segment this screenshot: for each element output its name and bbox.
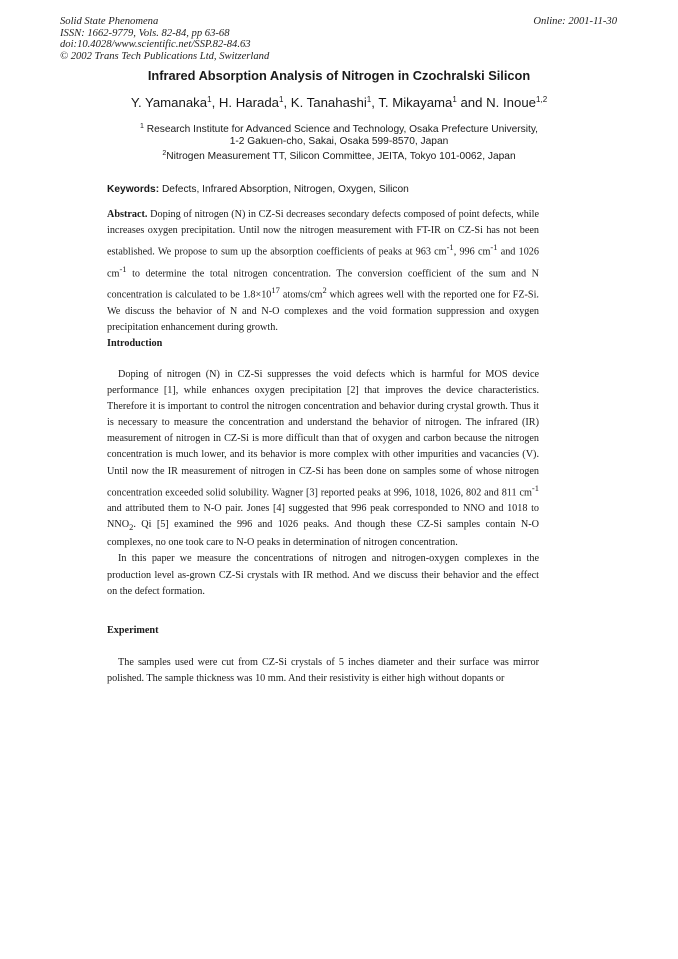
superscript: -1 xyxy=(119,263,127,274)
introduction-body xyxy=(107,367,539,600)
introduction-heading: Introduction xyxy=(107,338,163,349)
author-separator: , xyxy=(283,95,291,110)
author-name: K. Tanahashi xyxy=(290,95,367,110)
affiliation-line: Nitrogen Measurement TT, Silicon Committee, JEITA, Tokyo 101-0062, Japan xyxy=(166,151,516,162)
keywords xyxy=(107,184,409,195)
author-affiliation-mark: 1 xyxy=(452,95,457,104)
author-affiliation-mark: 1,2 xyxy=(536,95,548,104)
superscript: -1 xyxy=(531,482,539,493)
subscript: 2 xyxy=(129,522,134,533)
affiliation-line: 1-2 Gakuen-cho, Sakai, Osaka 599-8570, Japan xyxy=(229,136,449,148)
experiment-heading: Experiment xyxy=(107,625,159,636)
journal-name: Solid State Phenomena xyxy=(60,16,159,27)
superscript: -1 xyxy=(490,242,498,253)
paragraph-text: In this paper we measure the concentrations of nitrogen and nitrogen-oxygen complexes in the production level as-grown CZ-Si crystals with IR method. And we discuss their behavior and the effect on the defect formation. xyxy=(107,553,539,597)
doi-line: doi:10.4028/www.scientific.net/SSP.82-84.63 xyxy=(60,39,251,51)
paper-title: Infrared Absorption Analysis of Nitrogen in Czochralski Silicon xyxy=(147,68,531,83)
abstract-label: Abstract. xyxy=(107,209,148,220)
abstract-text: which agrees well with the reported one for FZ-Si. We discuss the behavior of N and N-O complexes and the void formation suppression and oxygen precipitation enhancement during growth. xyxy=(107,289,539,333)
superscript: -1 xyxy=(446,242,454,253)
author-name: H. Harada xyxy=(218,95,279,110)
paragraph xyxy=(107,551,539,599)
author-affiliation-mark: 1 xyxy=(279,95,284,104)
experiment-body xyxy=(107,655,539,687)
paragraph xyxy=(107,655,539,687)
author-name: T. Mikayama xyxy=(378,95,453,110)
affiliation-line: Research Institute for Advanced Science and Technology, Osaka Prefecture University, xyxy=(146,124,539,135)
affiliation-mark: 2 xyxy=(162,150,167,157)
author-affiliation-mark: 1 xyxy=(207,95,212,104)
paragraph-text: . Qi [5] examined the 996 and 1026 peaks. And though these CZ-Si samples contain N-O complexes, no one took care to N-O peaks in determination of nitrogen concentration. xyxy=(107,519,539,549)
keywords-text: Defects, Infrared Absorption, Nitrogen, Oxygen, Silicon xyxy=(161,184,409,195)
online-date: Online: 2001-11-30 xyxy=(533,16,617,27)
issn-line: ISSN: 1662-9779, Vols. 82-84, pp 63-68 xyxy=(60,27,230,39)
abstract xyxy=(107,207,539,336)
affiliation-2 xyxy=(0,151,678,163)
abstract-text: to determine the total nitrogen concentration. The conversion coefficient of the sum and N concentration is calculated to be 1.8×10 xyxy=(107,268,539,301)
author-separator: and xyxy=(456,95,487,110)
superscript: 17 xyxy=(271,285,280,296)
paragraph-text: Doping of nitrogen (N) in CZ-Si suppresses the void defects which is harmful for MOS device performance [1], while enhances oxygen precipitation [2] that improves the device characteristics. Therefore it is important to control the nitrogen concentration and behavior during crystal growth. Thus it is necessary to measure the concentration and understand the behavior of nitrogen. The infrared (IR) measurement of nitrogen in CZ-Si is more difficult than that of oxygen and carbon because the nitrogen concentration is much lower, and its behavior is more complex with other impurities and vacancies (V). Until now the IR measurement of nitrogen in CZ-Si has been done on samples some of whose nitrogen concentration exceeded solid solubility. Wagner [3] reported peaks at 996, 1018, 1026, 802 and 811 cm xyxy=(107,369,539,499)
affiliation-mark: 1 xyxy=(139,123,144,130)
author-name: N. Inoue xyxy=(486,95,537,110)
keywords-label: Keywords: xyxy=(107,184,160,195)
author-list xyxy=(0,95,678,110)
author-separator: , xyxy=(211,95,219,110)
author-affiliation-mark: 1 xyxy=(366,95,372,104)
abstract-text: Doping of nitrogen (N) in CZ-Si decreases secondary defects composed of point defects, while increases oxygen precipitation. Until now the nitrogen measurement with FT-IR on CZ-Si has not been established. We propose to sum up the absorption coefficients of peaks at 963 cm xyxy=(107,209,539,258)
paragraph xyxy=(107,367,539,551)
paragraph-text: and attributed them to N-O pair. Jones [4] suggested that 996 peak corresponded to NNO and 1018 to NNO xyxy=(107,503,539,531)
affiliation-1 xyxy=(0,124,678,149)
publication-info xyxy=(60,16,269,62)
paragraph-text: The samples used were cut from CZ-Si crystals of 5 inches diameter and their surface was mirror polished. The sample thickness was 10 mm. And their resistivity is either high without dopants or xyxy=(107,657,539,685)
copyright-line: © 2002 Trans Tech Publications Ltd, Switzerland xyxy=(60,50,270,62)
abstract-text: and 1026 cm xyxy=(107,246,539,280)
superscript: 2 xyxy=(322,285,327,296)
author-separator: , xyxy=(371,95,379,110)
abstract-text: , 996 cm xyxy=(453,246,491,258)
author-name: Y. Yamanaka xyxy=(130,95,208,110)
abstract-text: atoms/cm xyxy=(279,289,323,301)
